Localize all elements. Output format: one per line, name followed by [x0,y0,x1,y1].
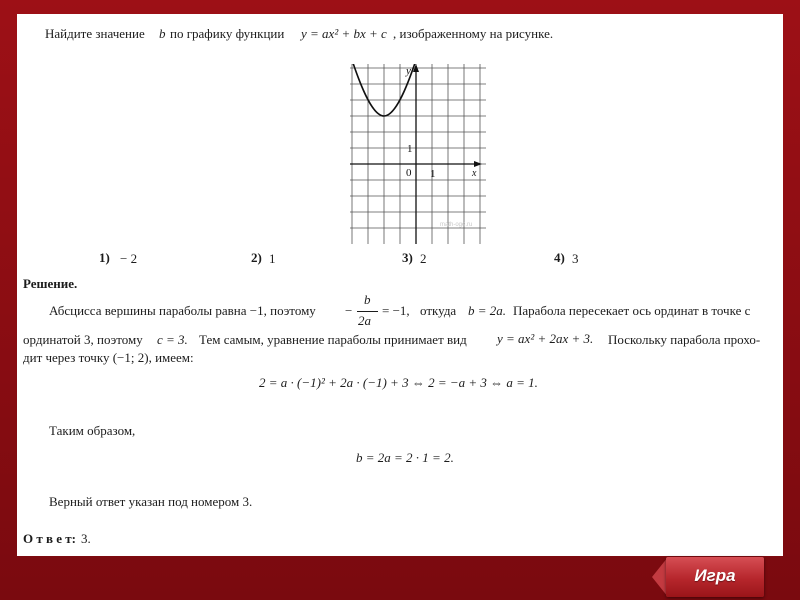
origin-label: 0 [406,167,412,179]
x-tick-one: 1 [430,168,436,180]
graph-svg [350,64,486,244]
answer-label: О т в е т: [23,531,77,546]
solution-p4: Таким образом, [49,423,136,438]
solution-p1-a: Абсцисса вершины параболы равна −1, поэтому [49,303,316,318]
game-button[interactable] [652,557,764,597]
task-mid: по графику функции [170,26,285,41]
solution-equation-1: 2 = a · (−1)² + 2a · (−1) + 3 ⇔ 2 = −a + 3 ⇔ a = 1. [259,375,538,390]
frac-equals: = −1, [382,303,410,318]
solution-p1-b-formula: b = 2a. [468,303,507,318]
option-2-num: 2) [251,250,262,265]
y-axis-label: y [406,65,411,77]
solution-p2-b: Тем самым, уравнение параболы принимает вид [199,332,467,347]
task-var-b: b [159,26,166,41]
option-4-num: 4) [554,250,565,265]
x-axis-label: x [472,168,477,179]
option-4-value: 3 [572,251,579,266]
fraction-bar [357,311,378,312]
task-prefix: Найдите значение [45,26,145,41]
solution-equation-2: b = 2a = 2 · 1 = 2. [356,450,454,465]
task-suffix: , изображенному на рисунке. [393,26,554,41]
graph-watermark: math-oge.ru [440,222,473,228]
task-formula: y = ax² + bx + c [301,26,387,41]
option-3-value: 2 [420,251,427,266]
solution-p2-a: ординатой 3, поэтому [23,332,143,347]
solution-p3: дит через точку (−1; 2), имеем: [23,350,194,365]
y-tick-one: 1 [407,143,413,155]
answer-value: 3. [81,531,91,546]
frac-numerator: b [364,292,371,307]
slide-content [17,14,783,556]
solution-heading: Решение. [23,276,78,291]
frac-minus: − [345,303,353,318]
frac-denominator: 2a [358,313,371,328]
solution-p1-c: Парабола пересекает ось ординат в точке с [513,303,751,318]
option-3-num: 3) [402,250,413,265]
option-2-value: 1 [269,251,276,266]
function-graph [350,64,486,249]
option-1-num: 1) [99,250,110,265]
solution-p2-c: Поскольку парабола прохо- [608,332,761,347]
solution-p1-b: откуда [420,303,457,318]
solution-p2-c-formula: c = 3. [157,332,188,347]
solution-p2-equation: y = ax² + 2ax + 3. [497,331,594,346]
game-button-label: Игра [694,566,736,585]
option-1-value: − 2 [120,251,138,266]
solution-p5: Верный ответ указан под номером 3. [49,494,253,509]
